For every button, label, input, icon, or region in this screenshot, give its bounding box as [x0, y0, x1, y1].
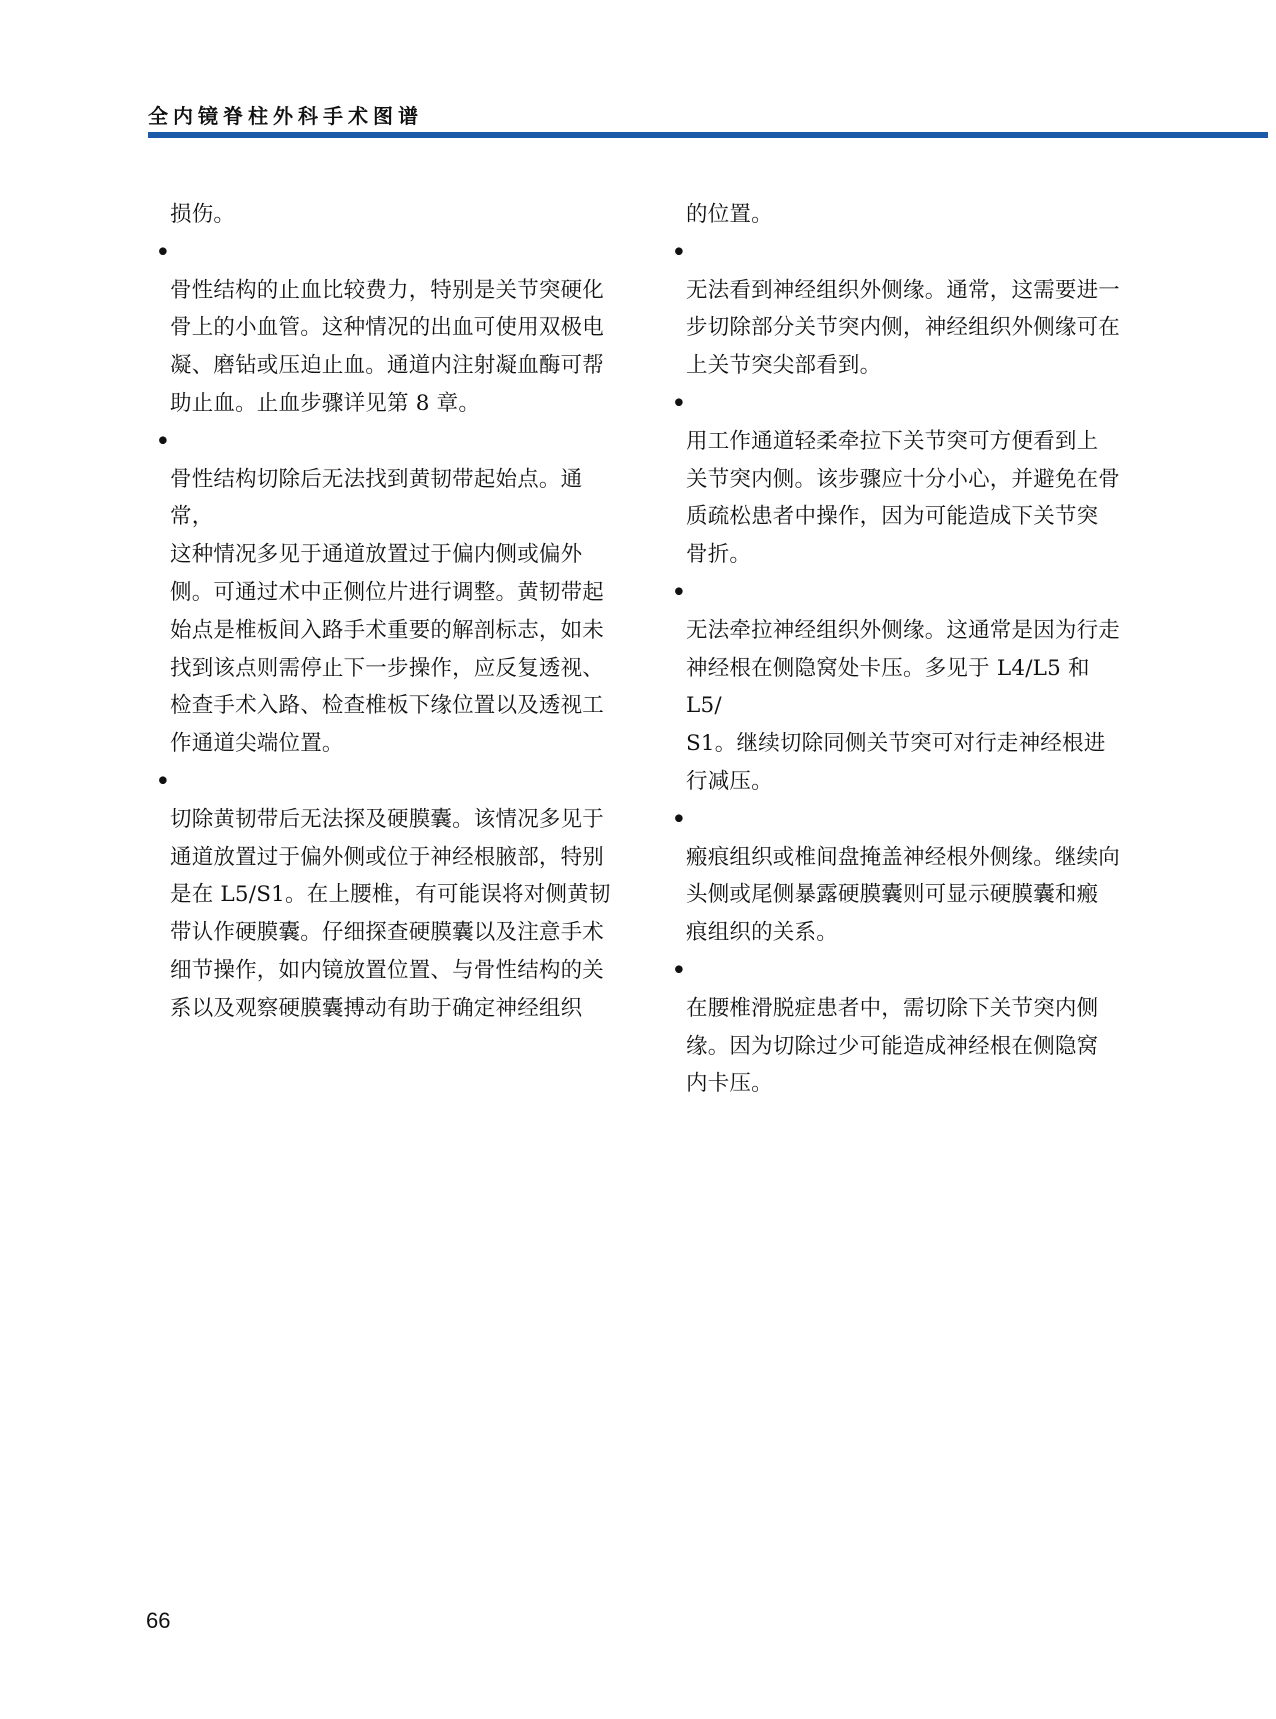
page-number: 66 [146, 1608, 171, 1633]
bullet-text: 在腰椎滑脱症患者中，需切除下关节突内侧 缘。因为切除过少可能造成神经根在侧隐窝 内卡压。 [686, 995, 1099, 1097]
header-rule [148, 132, 1268, 138]
continuation-text: 损伤。 [170, 202, 236, 227]
bullet-text: 无法牵拉神经组织外侧缘。这通常是因为行走 神经根在侧隐窝处卡压。多见于 L4/L5 和 L5/ S1。继续切除同侧关节突可对行走神经根进 行减压。 [686, 617, 1121, 794]
continuation-text: 的位置。 [686, 202, 773, 227]
bullet-dot: • [156, 768, 170, 794]
bullet-text: 瘢痕组织或椎间盘掩盖神经根外侧缘。继续向 头侧或尾侧暴露硬膜囊则可显示硬膜囊和瘢 痕组织的关系。 [686, 844, 1121, 946]
right-column [668, 196, 1128, 1103]
bullet-dot: • [672, 957, 686, 983]
bullet-text: 骨性结构切除后无法找到黄韧带起始点。通常， 这种情况多见于通道放置过于偏内侧或偏外 侧。可通过术中正侧位片进行调整。黄韧带起 始点是椎板间入路手术重要的解剖标志，如未 找到该点则需停止下一步操作，应反复透视、 检查手术入路、检查椎板下缘位置以及透视工 作通道尖端位置。 [170, 466, 605, 757]
bullet-dot: • [672, 390, 686, 416]
bullet-text: 无法看到神经组织外侧缘。通常，这需要进一 步切除部分关节突内侧，神经组织外侧缘可在 上关节突尖部看到。 [686, 277, 1121, 379]
bullet-dot: • [672, 806, 686, 832]
bullet-paragraph [668, 234, 1128, 385]
running-header-title: 全内镜脊柱外科手术图谱 [148, 104, 423, 128]
bullet-paragraph [668, 574, 1128, 801]
bullet-paragraph [152, 234, 612, 423]
bullet-paragraph [668, 952, 1128, 1103]
bullet-paragraph [152, 763, 612, 1028]
bullet-text: 骨性结构的止血比较费力，特别是关节突硬化 骨上的小血管。这种情况的出血可使用双极电 凝、磨钻或压迫止血。通道内注射凝血酶可帮 助止血。止血步骤详见第 8 章。 [170, 277, 605, 416]
left-column [152, 196, 612, 1028]
bullet-dot: • [672, 239, 686, 265]
bullet-dot: • [156, 239, 170, 265]
bullet-paragraph [668, 385, 1128, 574]
bullet-text: 切除黄韧带后无法探及硬膜囊。该情况多见于 通道放置过于偏外侧或位于神经根腋部，特别 是在 L5/S1。在上腰椎，有可能误将对侧黄韧 带认作硬膜囊。仔细探查硬膜囊以及注意手术 细节操作，如内镜放置位置、与骨性结构的关 系以及观察硬膜囊搏动有助于确定神经组织 [170, 806, 611, 1021]
bullet-dot: • [672, 579, 686, 605]
bullet-paragraph [668, 801, 1128, 952]
bullet-dot: • [156, 428, 170, 454]
bullet-text: 用工作通道轻柔牵拉下关节突可方便看到上 关节突内侧。该步骤应十分小心，并避免在骨 质疏松患者中操作，因为可能造成下关节突 骨折。 [686, 428, 1121, 568]
bullet-paragraph [152, 423, 612, 763]
